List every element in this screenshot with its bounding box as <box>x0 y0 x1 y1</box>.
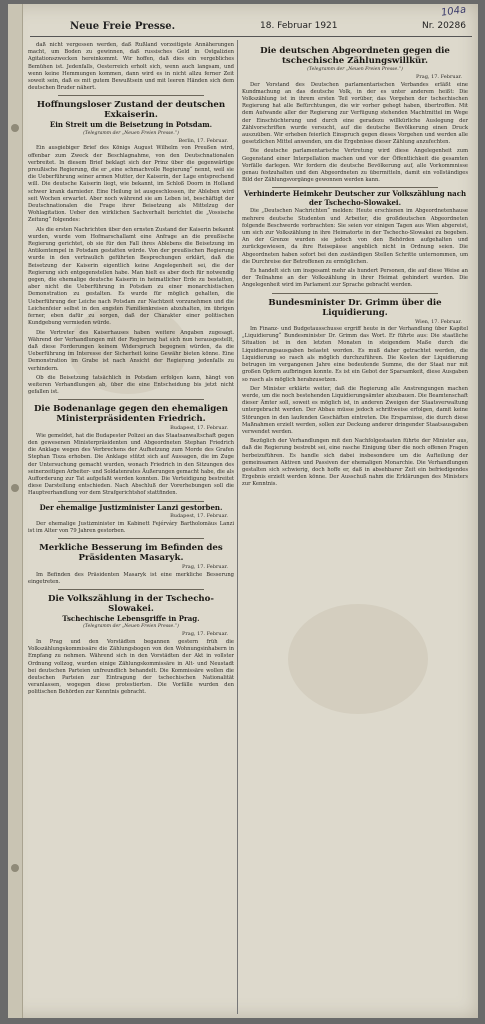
article-dateline: Prag, 17. Februar. <box>181 564 228 571</box>
article-paragraph: Ob die Beisetzung tatsächlich in Potsdam erfolgen kann, hängt von weiteren Verhandlungen ab, über die eine Entscheidung bis jetzt nicht gefallen ist. <box>28 374 234 396</box>
left-column <box>28 42 234 1012</box>
punch-hole <box>11 484 19 492</box>
article-headline: Bundesminister Dr. Grimm über die Liquidierung. <box>268 297 442 318</box>
article-paragraph: Die deutsche parlamentarische Vertretung wird diese Angelegenheit zum Gegenstand einer Interpellation machen und vor der Öffentlichkeit die gesamten Vorfälle darlegen. Wir fordern die deutsche Bevölkerung auf, alle Vorkommnisse genau festzuhalten und den Abgeordneten zu übermitteln, damit ein vollständiges Bild der Zählungsvorgänge gewonnen werden kann. <box>242 148 468 184</box>
article-headline: Hoffnungsloser Zustand der deutschen Exkaiserin. <box>36 100 226 121</box>
newspaper-title: Neue Freie Presse. <box>70 21 176 32</box>
archive-mark: 104a <box>440 4 467 19</box>
article-dateline: Budapest, 17. Februar. <box>170 513 228 520</box>
section-rule <box>272 187 438 188</box>
article-headline: Merkliche Besserung im Befinden des Präsidenten Masaryk. <box>39 543 223 564</box>
continued-paragraph: daß nicht vergessen werden, daß Rußland vorzeitigste Annäherungen macht, um Boden zu gewinnen, daß russisches Geld in Ostgalizien Agitationszwecken hereinkommt. Wir hoffen, daß dies ein vergebliches Bemühen ist. Jedenfalls, Oesterreich erholt sich, wenn auch langsam, und wenn keine Hemmungen kommen, dann wird es in nicht allzu ferner Zeit soweit sein, daß es mit gutem Bewußtsein und mit leeren Händen sich dem deutschen Bruder nähert. <box>28 42 234 92</box>
article-paragraph: In Prag und den Vorstädten begannen gestern früh die Volkszählungskommissäre die Zählungsbogen von den Wohnungsinhabern in Empfang zu nehmen. Während sich in den Vorstädten der Akt in vollster Ordnung vollzog, wurden einige Zählungskommissäre in Alt- und Neustadt bei deutschen Parteien unfreundlich behandelt. Die Kommissäre wollen die deutschen Parteien zur Eintragung der tschechischen Nationalität veranlassen, wogegen diese protestierten. Die Vorfälle wurden den politischen Behörden zur Kenntnis gebracht. <box>28 638 234 696</box>
article-paragraph: Im Finanz- und Budgetausschusse ergriff heute in der Verhandlung über Kapitel „Liquidierung“ Bundesminister Dr. Grimm das Wort. Er führte aus: Die staatliche Situation ist in den letzten Monaten in steigendem Maße durch die Liquidierungsausgaben belastet worden. Es muß daher getrachtet werden, die Liquidierung so rasch als möglich durchzuführen. Die Kosten der Liquidierung betrugen im vergangenen Jahre eine bedeutende Summe, die der Staat nur mit großen Opfern aufbringen konnte. Es ist ein Gebot der Sparsamkeit, diese Ausgaben so rasch als möglich herabzusetzen. <box>242 326 468 383</box>
issue-date: 18. Februar 1921 <box>260 21 338 31</box>
punch-hole <box>11 124 19 132</box>
section-rule <box>58 538 204 539</box>
article-paragraph: Im Befinden des Präsidenten Masaryk ist eine merkliche Besserung eingetreten. <box>28 571 234 585</box>
article-subheadline: Ein Streit um die Beisetzung in Potsdam. <box>49 120 213 130</box>
section-rule <box>272 293 438 294</box>
article-dateline: Wien, 17. Februar. <box>415 318 462 325</box>
newspaper-page <box>8 4 478 1018</box>
issue-number: Nr. 20286 <box>422 21 466 31</box>
article-paragraph: Der ehemalige Justizminister im Kabinett Fejérváry Bartholomäus Lanzi ist im Alter von 79 Jahren gestorben. <box>28 520 234 534</box>
page-header <box>30 20 472 37</box>
article-headline: Verhinderte Heimkehr Deutscher zur Volkszählung nach der Tschecho-Slowakei. <box>243 189 467 207</box>
punch-hole <box>11 864 19 872</box>
article-paragraph: Als die ersten Nachrichten über den ernsten Zustand der Kaiserin bekannt wurden, wurde vom Hofmarschallamt eine Anfrage an die preußische Regierung gerichtet, ob sie für den Fall ihres Ablebens die Beisetzung im Antikentempel in Potsdam gestatten würde. Von der preußischen Regierung wurde in den vertraulich geführten Besprechungen erklärt, daß die Beisetzung der Kaiserin eigentlich keine Angelegenheit sei, die der Regierung sich entgegenstellen habe. Man hielt es aber doch für notwendig gegen, die ehemalige deutsche Kaiserin in heimatlicher Erde zu bestatten, aber nicht die Ueberführung in Potsdam zu einer monarchistischen Demonstration zu gestalten. Es wurde für möglich gehalten, die Ueberführung der Leiche nach Potsdam zur Nachtzeit vorzunehmen und die Leichenfeier selbst in den engsten Familienkreisen abzuhalten, im übrigen ferner, eben dafür zu sorgen, daß der Charakter einer politischen Kundgebung vermieden würde. <box>28 226 234 327</box>
article-dateline: Budapest, 17. Februar. <box>170 425 228 432</box>
article-paragraph: Der Vorstand des Deutschen parlamentarischen Verbandes erläßt eine Kundmachung an das deutsche Volk, in der es unter anderem heißt: Die Volkszählung ist in ihrem ersten Teil vorüber, das Vorgehen der tschechischen Regierung hat alle Befürchtungen, die wir vorher gehegt haben, übertroffen. Mit dem Aufwande aller der Regierung zur Verfügung stehenden Machtmittel im Wege der Einschüchterung und durch eine geradezu willkürliche Auslegung der Zählvorschriften wurde versucht, auf die deutsche Bevölkerung einen Druck auszuüben. Wir erheben feierlich Einspruch gegen dieses Vorgehen und werden alle gesetzlichen Mittel anwenden, um die Ergebnisse dieser Zählung anzufechten. <box>242 81 468 146</box>
article-paragraph: Die „Deutschen Nachrichten“ melden: Heute erschienen im Abgeordnetenhause mehrere deutsche Studenten und Arbeiter, die großdeutschen Abgeordneten folgende Beschwerde vorbrachten: Sie seien vor einigen Tagen aus Wien abgereist, um sich zur Volkszählung in ihre Heimatorte in der Tschecho-Slowakei zu begeben. An der Grenze wurden sie jedoch von den Behörden aufgehalten und zurückgewiesen, da ihre Reisepässe angeblich nicht in Ordnung seien. Die Abgeordneten haben sofort bei den zuständigen Stellen Schritte unternommen, um die Durchreise der Betroffenen zu ermöglichen. <box>242 208 468 265</box>
section-rule <box>58 95 204 96</box>
column-divider <box>237 40 238 1014</box>
article-source: (Telegramm der „Neuen Freien Presse.“) <box>307 67 403 72</box>
article-paragraph: Wie gemeldet, hat die Budapester Polizei an das Staatsanwaltschaft gegen den gewesenen Ministerpräsidenten und Abgeordneten Stephan Friedrich die Anklage wegen des Verbrechens der Aufhetzung zum Morde des Grafen Stephan Tisza erhoben. Die Anklage stützt sich auf Aussagen, die im Zuge der Untersuchung gemacht wurden, wonach Friedrich in den Sitzungen des seinerzeitigen Arbeiter- und Soldatenrates Äußerungen gemacht habe, die als Aufforderung zur Tat aufgefaßt werden konnten. Die Verteidigung bestreitet diese Darstellung entschieden. Nach Abschluß der Vorerhebungen soll die Hauptverhandlung vor dem Strafgerichtshof stattfinden. <box>28 432 234 497</box>
article-paragraph: Ein ausgiebiger Brief des Königs August Wilhelm von Preußen wird, offenbar zum Zweck der Beschlagnahme, von den Deutschnationalen verbreitet. In diesem Brief beklagt sich der Prinz über die gegenwärtige preußische Regierung, die er „eine schmachvolle Regierung“ nennt, weil sie die Ueberführung seiner armen Mutter, der Kaiserin, der Lage entsprechend will. Die deutsche Kaiserin liegt, wie bekannt, im Schloß Doorn in Holland schwer krank darnieder. Eine Heilung ist ausgeschlossen, ihr Ableben wird seit Wochen erwartet. Aber noch während sie am Leben ist, beschäftigt der Deutschnationalen die Frage ihrer Beisetzung als Mittelzug der Wohlagitation. Ueber den wirklichen Sachverhalt berichtet die „Vossische Zeitung“ folgendes: <box>28 145 234 224</box>
article-paragraph: Bezüglich der Verhandlungen mit den Nachfolgestaaten führte der Minister aus, daß die Regierung bestrebt sei, eine rasche Einigung über die noch offenen Fragen herbeizuführen. Es handle sich dabei insbesondere um die Aufteilung der gemeinsamen Aktiven und Passiven der ehemaligen Monarchie. Die Verhandlungen gestalten sich schwierig, doch hoffe er, daß in absehbarer Zeit ein befriedigendes Ergebnis erzielt werden könne. Der Ausschuß nahm die Erklärungen des Ministers zur Kenntnis. <box>242 438 468 488</box>
article-source: (Telegramm der „Neuen Freien Presse.“) <box>83 130 179 136</box>
binding-strip <box>8 4 23 1018</box>
article-headline: Die deutschen Abgeordneten gegen die tschechische Zählungswillkür. <box>260 46 450 66</box>
article-headline: Die Bodenanlage gegen den ehemaligen Ministerpräsidenten Friedrich. <box>33 404 229 425</box>
article-dateline: Prag, 17. Februar. <box>181 631 228 638</box>
article-paragraph: Die Vertreter des Kaiserhauses haben weitere Angaben zugesagt. Während der Verhandlungen mit der Regierung hat sich nun herausgestellt, daß diese Forderungen keinem Widerspruch begegnen würden, da die Ueberführung im Interesse der Sicherheit keine Gewähr bieten könne. Eine Demonstration im Grabe ist nach Ansicht der Regierung jedenfalls zu verhindern. <box>28 329 234 372</box>
right-column <box>242 42 468 1012</box>
article-headline: Der ehemalige Justizminister Lanzi gestorben. <box>39 502 223 512</box>
article-dateline: Prag, 17. Februar. <box>415 74 462 80</box>
article-source: (Telegramm der „Neuen Freien Presse.“) <box>83 624 179 630</box>
article-paragraph: Der Minister erklärte weiter, daß die Regierung alle Anstrengungen machen werde, um die noch bestehenden Liquidierungsämter abzubauen. Die Beamtenschaft dieser Ämter soll, soweit es möglich ist, in anderen Zweigen der Staatsverwaltung untergebracht werden. Der Abbau müsse jedoch schrittweise erfolgen, damit keine Störungen in den laufenden Geschäften eintreten. Die Ersparnisse, die durch diese Maßnahmen erzielt werden, sollen zur Deckung anderer dringender Staatsausgaben verwendet werden. <box>242 385 468 435</box>
article-dateline: Berlin, 17. Februar. <box>178 137 228 144</box>
article-headline: Die Volkszählung in der Tschecho-Slowakei. <box>48 593 214 614</box>
article-subheadline: Tschechische Lebensgriffe in Prag. <box>62 613 200 623</box>
section-rule <box>58 589 204 590</box>
article-paragraph: Es handelt sich um insgesamt mehr als hundert Personen, die auf diese Weise an der Teilnahme an der Volkszählung in ihrer Heimat gehindert wurden. Die Angelegenheit wird im Parlament zur Sprache gebracht werden. <box>242 267 468 289</box>
section-rule <box>58 399 204 400</box>
section-rule <box>58 501 204 502</box>
